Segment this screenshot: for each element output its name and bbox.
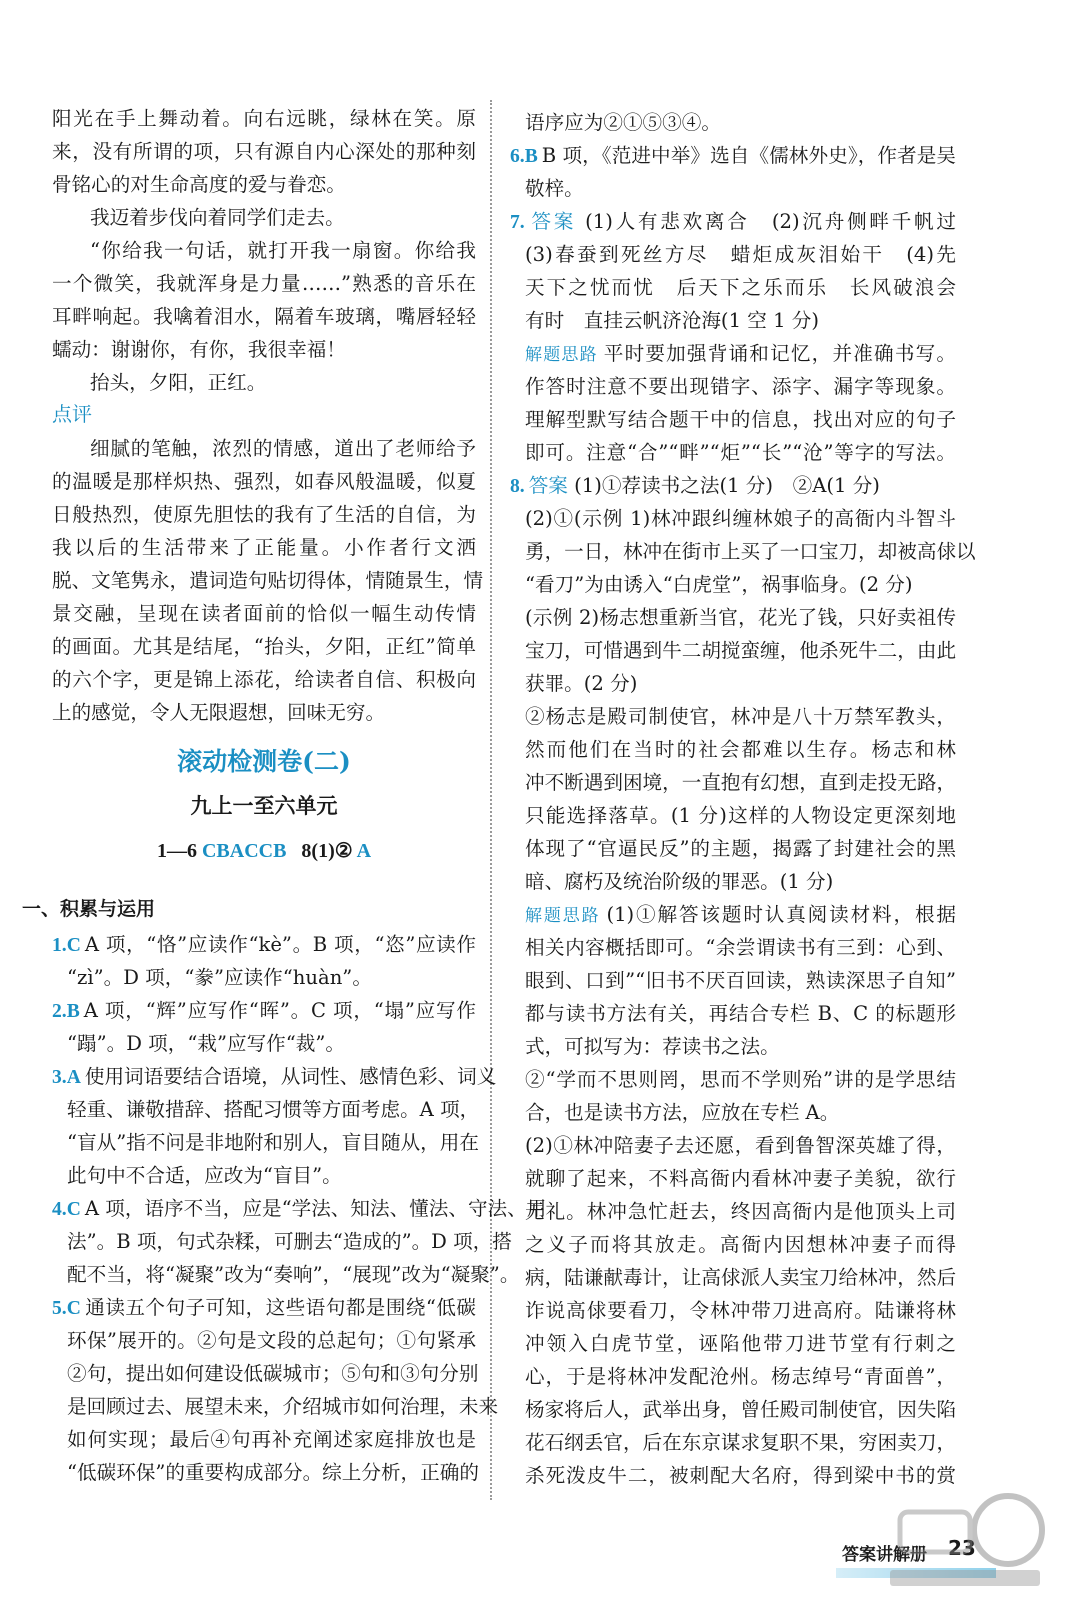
- answer-key-mid: 8(1)②: [301, 840, 353, 862]
- comment-heading: 点评: [52, 402, 92, 426]
- comment-line: 日般热烈，使原先胆怯的我有了生活的自信，为: [52, 503, 476, 526]
- comment-line: 上的感觉，令人无限遐想，回味无穷。: [52, 701, 386, 724]
- item-line: 理解型默写结合题干中的信息，找出对应的句子: [525, 408, 956, 431]
- essay-line: 蠕动：谢谢你，有你，我很幸福！: [52, 338, 346, 361]
- item-line: 相关内容概括即可。“余尝谓读书有三到：心到、: [525, 936, 956, 959]
- item-line: 冲不断遇到困境，一直抱有幻想，直到走投无路，: [525, 771, 957, 794]
- answer-item-8: [510, 469, 956, 502]
- item-line: 配不当，将“凝聚”改为“奏响”，“展现”改为“凝聚”。: [67, 1263, 520, 1286]
- item-line: 杀死泼皮牛二，被刺配大名府，得到梁中书的赏: [525, 1464, 956, 1487]
- item-line: 勇，一日，林冲在街市上买了一口宝刀，却被高俅以: [525, 540, 976, 563]
- item-line: 冲领入白虎节堂，诬陷他带刀进节堂有行刺之: [525, 1332, 956, 1355]
- comment-line: 的画面。尤其是结尾，“抬头，夕阳，正红”简单: [52, 635, 476, 658]
- answer-key-last: A: [356, 840, 372, 862]
- quick-answer-key: [52, 838, 476, 863]
- item-line: 心，于是将林冲发配沧州。杨志绰号“青面兽”，: [525, 1365, 956, 1388]
- item-line: 眼到、口到”“旧书不厌百回读，熟读深思子自知”: [525, 969, 956, 992]
- item-line: 是回顾过去、展望未来，介绍城市如何治理，未来: [67, 1395, 499, 1418]
- item-line: (2)①(示例 1)林冲跟纠缠林娘子的高衙内斗智斗: [525, 507, 956, 530]
- item-number: 5.C: [52, 1298, 81, 1319]
- watermark-band: [890, 1570, 1040, 1586]
- answer-item-3: [52, 1060, 497, 1093]
- item-line: 之义子而将其放走。高衙内因想林冲妻子而得: [525, 1233, 956, 1256]
- item-line: “蹋”。D 项，“栽”应写作“裁”。: [67, 1032, 345, 1055]
- item-line: 只能选择落草。(1 分)这样的人物设定更深刻地: [525, 804, 956, 827]
- item-line: 获罪。(2 分): [525, 672, 638, 695]
- item-line: 式，可拟写为：荐读书之法。: [525, 1035, 780, 1058]
- continued-line: 语序应为②①⑤③④。: [525, 111, 721, 134]
- comment-line: 脱、文笔隽永，遣词造句贴切得体，情随景生，情: [52, 569, 484, 592]
- answer-label: 答案: [528, 210, 577, 233]
- item-line: 轻重、谦敬措辞、搭配习惯等方面考虑。A 项，: [67, 1098, 480, 1121]
- item-line: 然而他们在当时的社会都难以生存。杨志和林: [525, 738, 956, 761]
- column-divider: [490, 100, 492, 1500]
- answer-key-prefix: 1—6: [156, 840, 197, 862]
- solution-idea: [525, 337, 956, 370]
- part-heading: 一、积累与运用: [22, 898, 156, 920]
- answer-item-4: [52, 1192, 547, 1225]
- essay-line: 我迈着步伐向着同学们走去。: [90, 206, 345, 229]
- watermark-logo: [880, 1482, 1050, 1592]
- comment-line: 的六个字，更是锦上添花，给读者自信、积极向: [52, 668, 476, 691]
- solution-label: 解题思路: [525, 345, 598, 365]
- item-line: (1)①解答该题时认真阅读材料，根据: [606, 903, 956, 926]
- item-line: 天下之忧而忧 后天下之乐而乐 长风破浪会: [525, 276, 956, 299]
- item-line: A 项，语序不当，应是“学法、知法、懂法、守法、用: [84, 1197, 547, 1220]
- item-line: 环保”展开的。②句是文段的总起句；①句紧承: [67, 1329, 476, 1352]
- essay-line: 一个微笑，我就浑身是力量……”熟悉的音乐在: [52, 272, 476, 295]
- comment-line: 景交融，呈现在读者面前的恰似一幅生动传情: [52, 602, 476, 625]
- item-number: 6.B: [510, 146, 538, 167]
- section-title: 滚动检测卷(二): [177, 747, 351, 776]
- item-number: 7.: [510, 212, 525, 233]
- item-line: 病，陆谦献毒计，让高俅派人卖宝刀给林冲，然后: [525, 1266, 957, 1289]
- essay-line: 抬头，夕阳，正红。: [90, 371, 267, 394]
- item-line: 平时要加强背诵和记忆，并准确书写。: [603, 342, 956, 365]
- item-line: 都与读书方法有关，再结合专栏 B、C 的标题形: [525, 1002, 956, 1025]
- solution-label: 解题思路: [525, 906, 601, 926]
- item-line: 诈说高俅要看刀，令林冲带刀进高府。陆谦将林: [525, 1299, 956, 1322]
- item-line: 即可。注意“合”“畔”“炬”“长”“沧”等字的写法。: [525, 441, 956, 464]
- answer-item-5: [52, 1291, 476, 1324]
- footer-label: 答案讲解册: [842, 1545, 927, 1565]
- item-line: 有时 直挂云帆济沧海(1 空 1 分): [525, 309, 820, 332]
- item-line: ②杨志是殿司制使官，林冲是八十万禁军教头，: [525, 705, 956, 728]
- item-line: 花石纲丢官，后在东京谋求复职不果，穷困卖刀，: [525, 1431, 957, 1454]
- item-line: 暗、腐朽及统治阶级的罪恶。(1 分): [525, 870, 834, 893]
- item-line: “低碳环保”的重要构成部分。综上分析，正确的: [67, 1461, 479, 1484]
- item-line: 体现了“官逼民反”的主题，揭露了封建社会的黑: [525, 837, 956, 860]
- item-line: 使用词语要结合语境，从词性、感情色彩、词义: [84, 1065, 497, 1088]
- answer-label: 答案: [528, 474, 568, 497]
- item-line: (3)春蚕到死丝方尽 蜡炬成灰泪始干 (4)先: [525, 243, 956, 266]
- item-line: B 项，《范进中举》选自《儒林外史》，作者是吴: [541, 144, 956, 167]
- item-line: ②“学而不思则罔，思而不学则殆”讲的是学思结: [525, 1068, 956, 1091]
- item-line: “看刀”为由诱入“白虎堂”，祸事临身。(2 分): [525, 573, 913, 596]
- essay-line: 骨铭心的对生命高度的爱与眷恋。: [52, 173, 346, 196]
- item-number: 2.B: [52, 1001, 80, 1022]
- item-number: 1.C: [52, 935, 81, 956]
- item-line: 无礼。林冲急忙赶去，终因高衙内是他顶头上司: [525, 1200, 956, 1223]
- comment-line: 我以后的生活带来了正能量。小作者行文洒: [52, 536, 476, 559]
- item-line: 此句中不合适，应改为“盲目”。: [67, 1164, 342, 1187]
- item-line: “盲从”指不问是非地附和别人，盲目随从，用在: [67, 1131, 479, 1154]
- page-number: 23: [948, 1536, 976, 1560]
- answer-item-6: [510, 139, 956, 172]
- comment-line: 细腻的笔触，浓烈的情感，道出了老师给予: [90, 437, 476, 460]
- watermark-shape: [900, 1512, 970, 1552]
- item-line: 通读五个句子可知，这些语句都是围绕“低碳: [84, 1296, 476, 1319]
- item-line: 杨家将后人，武举出身，曾任殿司制使官，因失陷: [525, 1398, 957, 1421]
- item-line: 法”。B 项，句式杂糅，可删去“造成的”。D 项，搭: [67, 1230, 512, 1253]
- answer-item-7: [510, 205, 956, 238]
- answer-item-1: [52, 928, 476, 961]
- essay-line: 来，没有所谓的项，只有源自内心深处的那种刻: [52, 140, 476, 163]
- item-line: (2)①林冲陪妻子去还愿，看到鲁智深英雄了得，: [525, 1134, 956, 1157]
- answer-item-2: [52, 994, 476, 1027]
- watermark-ring: [974, 1496, 1042, 1564]
- item-line: (1)①荐读书之法(1 分) ②A(1 分): [574, 474, 880, 497]
- essay-line: 阳光在手上舞动着。向右远眺，绿林在笑。原: [52, 107, 476, 130]
- essay-line: “你给我一句话，就打开我一扇窗。你给我: [90, 239, 476, 262]
- item-line: 宝刀，可惜遇到牛二胡搅蛮缠，他杀死牛二，由此: [525, 639, 957, 662]
- item-line: 合，也是读书方法，应放在专栏 A。: [525, 1101, 840, 1124]
- item-line: A 项，“恪”应读作“kè”。B 项，“恣”应读作: [84, 933, 476, 956]
- item-line: 敬梓。: [525, 177, 584, 200]
- item-number: 8.: [510, 476, 525, 497]
- item-line: (1)人有悲欢离合 (2)沉舟侧畔千帆过: [585, 210, 956, 233]
- item-line: (示例 2)杨志想重新当官，花光了钱，只好卖祖传: [525, 606, 956, 629]
- item-number: 4.C: [52, 1199, 81, 1220]
- section-subtitle: 九上一至六单元: [190, 794, 338, 818]
- comment-line: 的温暖是那样炽热、强烈，如春风般温暖，似夏: [52, 470, 476, 493]
- item-line: “zì”。D 项，“豢”应读作“huàn”。: [67, 966, 372, 989]
- item-line: 作答时注意不要出现错字、添字、漏字等现象。: [525, 375, 956, 398]
- answer-key-letters: CBACCB: [201, 840, 287, 862]
- item-line: 如何实现；最后④句再补充阐述家庭排放也是: [67, 1428, 476, 1451]
- solution-idea: [525, 898, 956, 931]
- item-line: ②句，提出如何建设低碳城市；⑤句和③句分别: [67, 1362, 479, 1385]
- essay-line: 耳畔响起。我噙着泪水，隔着车玻璃，嘴唇轻轻: [52, 305, 476, 328]
- item-line: A 项，“辉”应写作“晖”。C 项，“塌”应写作: [83, 999, 476, 1022]
- item-line: 就聊了起来，不料高衙内看林冲妻子美貌，欲行: [525, 1167, 956, 1190]
- item-number: 3.A: [52, 1067, 81, 1088]
